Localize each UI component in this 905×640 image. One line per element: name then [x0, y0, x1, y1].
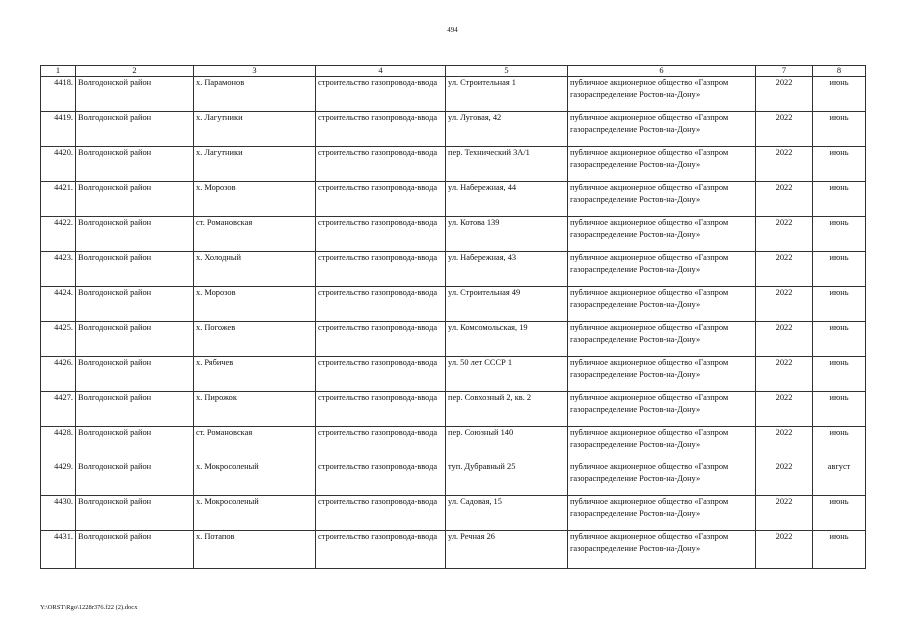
organization-cell: публичное акционерное общество «Газпром газораспределение Ростов-на-Дону» [568, 252, 756, 287]
district-cell: Волгодонской район [76, 531, 194, 569]
work-type-cell: строительство газопровода-ввода [316, 392, 446, 427]
settlement-cell: х. Мокросоленый [194, 496, 316, 531]
address-cell: туп. Дубравный 25 [446, 461, 568, 496]
row-number: 4431. [41, 531, 76, 569]
organization-cell: публичное акционерное общество «Газпром газораспределение Ростов-на-Дону» [568, 496, 756, 531]
settlement-cell: х. Холодный [194, 252, 316, 287]
work-type-cell: строительство газопровода-ввода [316, 112, 446, 147]
col-header: 1 [41, 66, 76, 77]
work-type-cell: строительство газопровода-ввода [316, 147, 446, 182]
settlement-cell: х. Парамонов [194, 77, 316, 112]
address-cell: ул. Строительная 49 [446, 287, 568, 322]
table-row [41, 182, 866, 217]
table-row [41, 427, 866, 462]
year-cell: 2022 [756, 287, 813, 322]
month-cell: август [813, 461, 866, 496]
year-cell: 2022 [756, 427, 813, 462]
row-number: 4421. [41, 182, 76, 217]
organization-cell: публичное акционерное общество «Газпром газораспределение Ростов-на-Дону» [568, 357, 756, 392]
address-cell: пер. Совхозный 2, кв. 2 [446, 392, 568, 427]
settlement-cell: х. Морозов [194, 287, 316, 322]
settlement-cell: х. Потапов [194, 531, 316, 569]
row-number: 4422. [41, 217, 76, 252]
page-number: 494 [447, 26, 458, 34]
address-cell: ул. Комсомольская, 19 [446, 322, 568, 357]
month-cell: июнь [813, 217, 866, 252]
organization-cell: публичное акционерное общество «Газпром газораспределение Ростов-на-Дону» [568, 112, 756, 147]
month-cell: июнь [813, 427, 866, 462]
work-type-cell: строительство газопровода-ввода [316, 252, 446, 287]
year-cell: 2022 [756, 217, 813, 252]
organization-cell: публичное акционерное общество «Газпром газораспределение Ростов-на-Дону» [568, 217, 756, 252]
month-cell: июнь [813, 357, 866, 392]
month-cell: июнь [813, 112, 866, 147]
work-type-cell: строительство газопровода-ввода [316, 287, 446, 322]
district-cell: Волгодонской район [76, 357, 194, 392]
work-type-cell: строительство газопровода-ввода [316, 461, 446, 496]
address-cell: пер. Технический 3А/1 [446, 147, 568, 182]
table-row [41, 531, 866, 569]
address-cell: ул. Котова 139 [446, 217, 568, 252]
table-header-row [41, 66, 866, 77]
month-cell: июнь [813, 531, 866, 569]
district-cell: Волгодонской район [76, 392, 194, 427]
col-header: 6 [568, 66, 756, 77]
organization-cell: публичное акционерное общество «Газпром газораспределение Ростов-на-Дону» [568, 77, 756, 112]
work-type-cell: строительство газопровода-ввода [316, 322, 446, 357]
work-type-cell: строительство газопровода-ввода [316, 217, 446, 252]
row-number: 4423. [41, 252, 76, 287]
work-type-cell: строительство газопровода-ввода [316, 182, 446, 217]
year-cell: 2022 [756, 461, 813, 496]
year-cell: 2022 [756, 182, 813, 217]
work-type-cell: строительство газопровода-ввода [316, 496, 446, 531]
address-cell: ул. 50 лет СССР 1 [446, 357, 568, 392]
row-number: 4424. [41, 287, 76, 322]
settlement-cell: х. Лагутники [194, 112, 316, 147]
row-number: 4430. [41, 496, 76, 531]
year-cell: 2022 [756, 147, 813, 182]
table-row [41, 392, 866, 427]
settlement-cell: ст. Романовская [194, 427, 316, 462]
year-cell: 2022 [756, 392, 813, 427]
organization-cell: публичное акционерное общество «Газпром газораспределение Ростов-на-Дону» [568, 427, 756, 462]
table-row [41, 322, 866, 357]
address-cell: пер. Союзный 140 [446, 427, 568, 462]
row-number: 4429. [41, 461, 76, 496]
address-cell: ул. Луговая, 42 [446, 112, 568, 147]
address-cell: ул. Садовая, 15 [446, 496, 568, 531]
col-header: 5 [446, 66, 568, 77]
district-cell: Волгодонской район [76, 182, 194, 217]
col-header: 7 [756, 66, 813, 77]
col-header: 3 [194, 66, 316, 77]
row-number: 4425. [41, 322, 76, 357]
month-cell: июнь [813, 77, 866, 112]
work-type-cell: строительство газопровода-ввода [316, 77, 446, 112]
table-row [41, 147, 866, 182]
address-cell: ул. Набережная, 43 [446, 252, 568, 287]
row-number: 4428. [41, 427, 76, 462]
year-cell: 2022 [756, 496, 813, 531]
row-number: 4418. [41, 77, 76, 112]
district-cell: Волгодонской район [76, 77, 194, 112]
table-row [41, 252, 866, 287]
district-cell: Волгодонской район [76, 427, 194, 462]
year-cell: 2022 [756, 531, 813, 569]
organization-cell: публичное акционерное общество «Газпром газораспределение Ростов-на-Дону» [568, 147, 756, 182]
settlement-cell: х. Лагутники [194, 147, 316, 182]
settlement-cell: х. Морозов [194, 182, 316, 217]
col-header: 2 [76, 66, 194, 77]
year-cell: 2022 [756, 112, 813, 147]
row-number: 4426. [41, 357, 76, 392]
district-cell: Волгодонской район [76, 217, 194, 252]
organization-cell: публичное акционерное общество «Газпром газораспределение Ростов-на-Дону» [568, 322, 756, 357]
year-cell: 2022 [756, 357, 813, 392]
table-row [41, 112, 866, 147]
work-type-cell: строительство газопровода-ввода [316, 531, 446, 569]
address-cell: ул. Речная 26 [446, 531, 568, 569]
month-cell: июнь [813, 322, 866, 357]
month-cell: июнь [813, 496, 866, 531]
district-cell: Волгодонской район [76, 496, 194, 531]
organization-cell: публичное акционерное общество «Газпром газораспределение Ростов-на-Дону» [568, 182, 756, 217]
row-number: 4427. [41, 392, 76, 427]
organization-cell: публичное акционерное общество «Газпром газораспределение Ростов-на-Дону» [568, 461, 756, 496]
settlement-cell: х. Рябичев [194, 357, 316, 392]
work-type-cell: строительство газопровода-ввода [316, 357, 446, 392]
settlement-cell: х. Погожев [194, 322, 316, 357]
col-header: 4 [316, 66, 446, 77]
table-row [41, 287, 866, 322]
table-row [41, 461, 866, 496]
row-number: 4419. [41, 112, 76, 147]
table-row [41, 496, 866, 531]
district-cell: Волгодонской район [76, 287, 194, 322]
organization-cell: публичное акционерное общество «Газпром газораспределение Ростов-на-Дону» [568, 531, 756, 569]
district-cell: Волгодонской район [76, 461, 194, 496]
data-table [40, 65, 866, 569]
month-cell: июнь [813, 252, 866, 287]
organization-cell: публичное акционерное общество «Газпром газораспределение Ростов-на-Дону» [568, 287, 756, 322]
district-cell: Волгодонской район [76, 112, 194, 147]
footer-file-path: Y:\ORST\Rgo\1228r376.f22 (2).docx [40, 604, 138, 611]
organization-cell: публичное акционерное общество «Газпром газораспределение Ростов-на-Дону» [568, 392, 756, 427]
table-row [41, 77, 866, 112]
row-number: 4420. [41, 147, 76, 182]
month-cell: июнь [813, 392, 866, 427]
settlement-cell: х. Мокросоленый [194, 461, 316, 496]
address-cell: ул. Строительная 1 [446, 77, 568, 112]
col-header: 8 [813, 66, 866, 77]
district-cell: Волгодонской район [76, 252, 194, 287]
year-cell: 2022 [756, 252, 813, 287]
table-row [41, 217, 866, 252]
work-type-cell: строительство газопровода-ввода [316, 427, 446, 462]
district-cell: Волгодонской район [76, 322, 194, 357]
year-cell: 2022 [756, 322, 813, 357]
table-row [41, 357, 866, 392]
district-cell: Волгодонской район [76, 147, 194, 182]
address-cell: ул. Набережная, 44 [446, 182, 568, 217]
year-cell: 2022 [756, 77, 813, 112]
settlement-cell: х. Пирожок [194, 392, 316, 427]
month-cell: июнь [813, 147, 866, 182]
settlement-cell: ст. Романовская [194, 217, 316, 252]
month-cell: июнь [813, 287, 866, 322]
month-cell: июнь [813, 182, 866, 217]
